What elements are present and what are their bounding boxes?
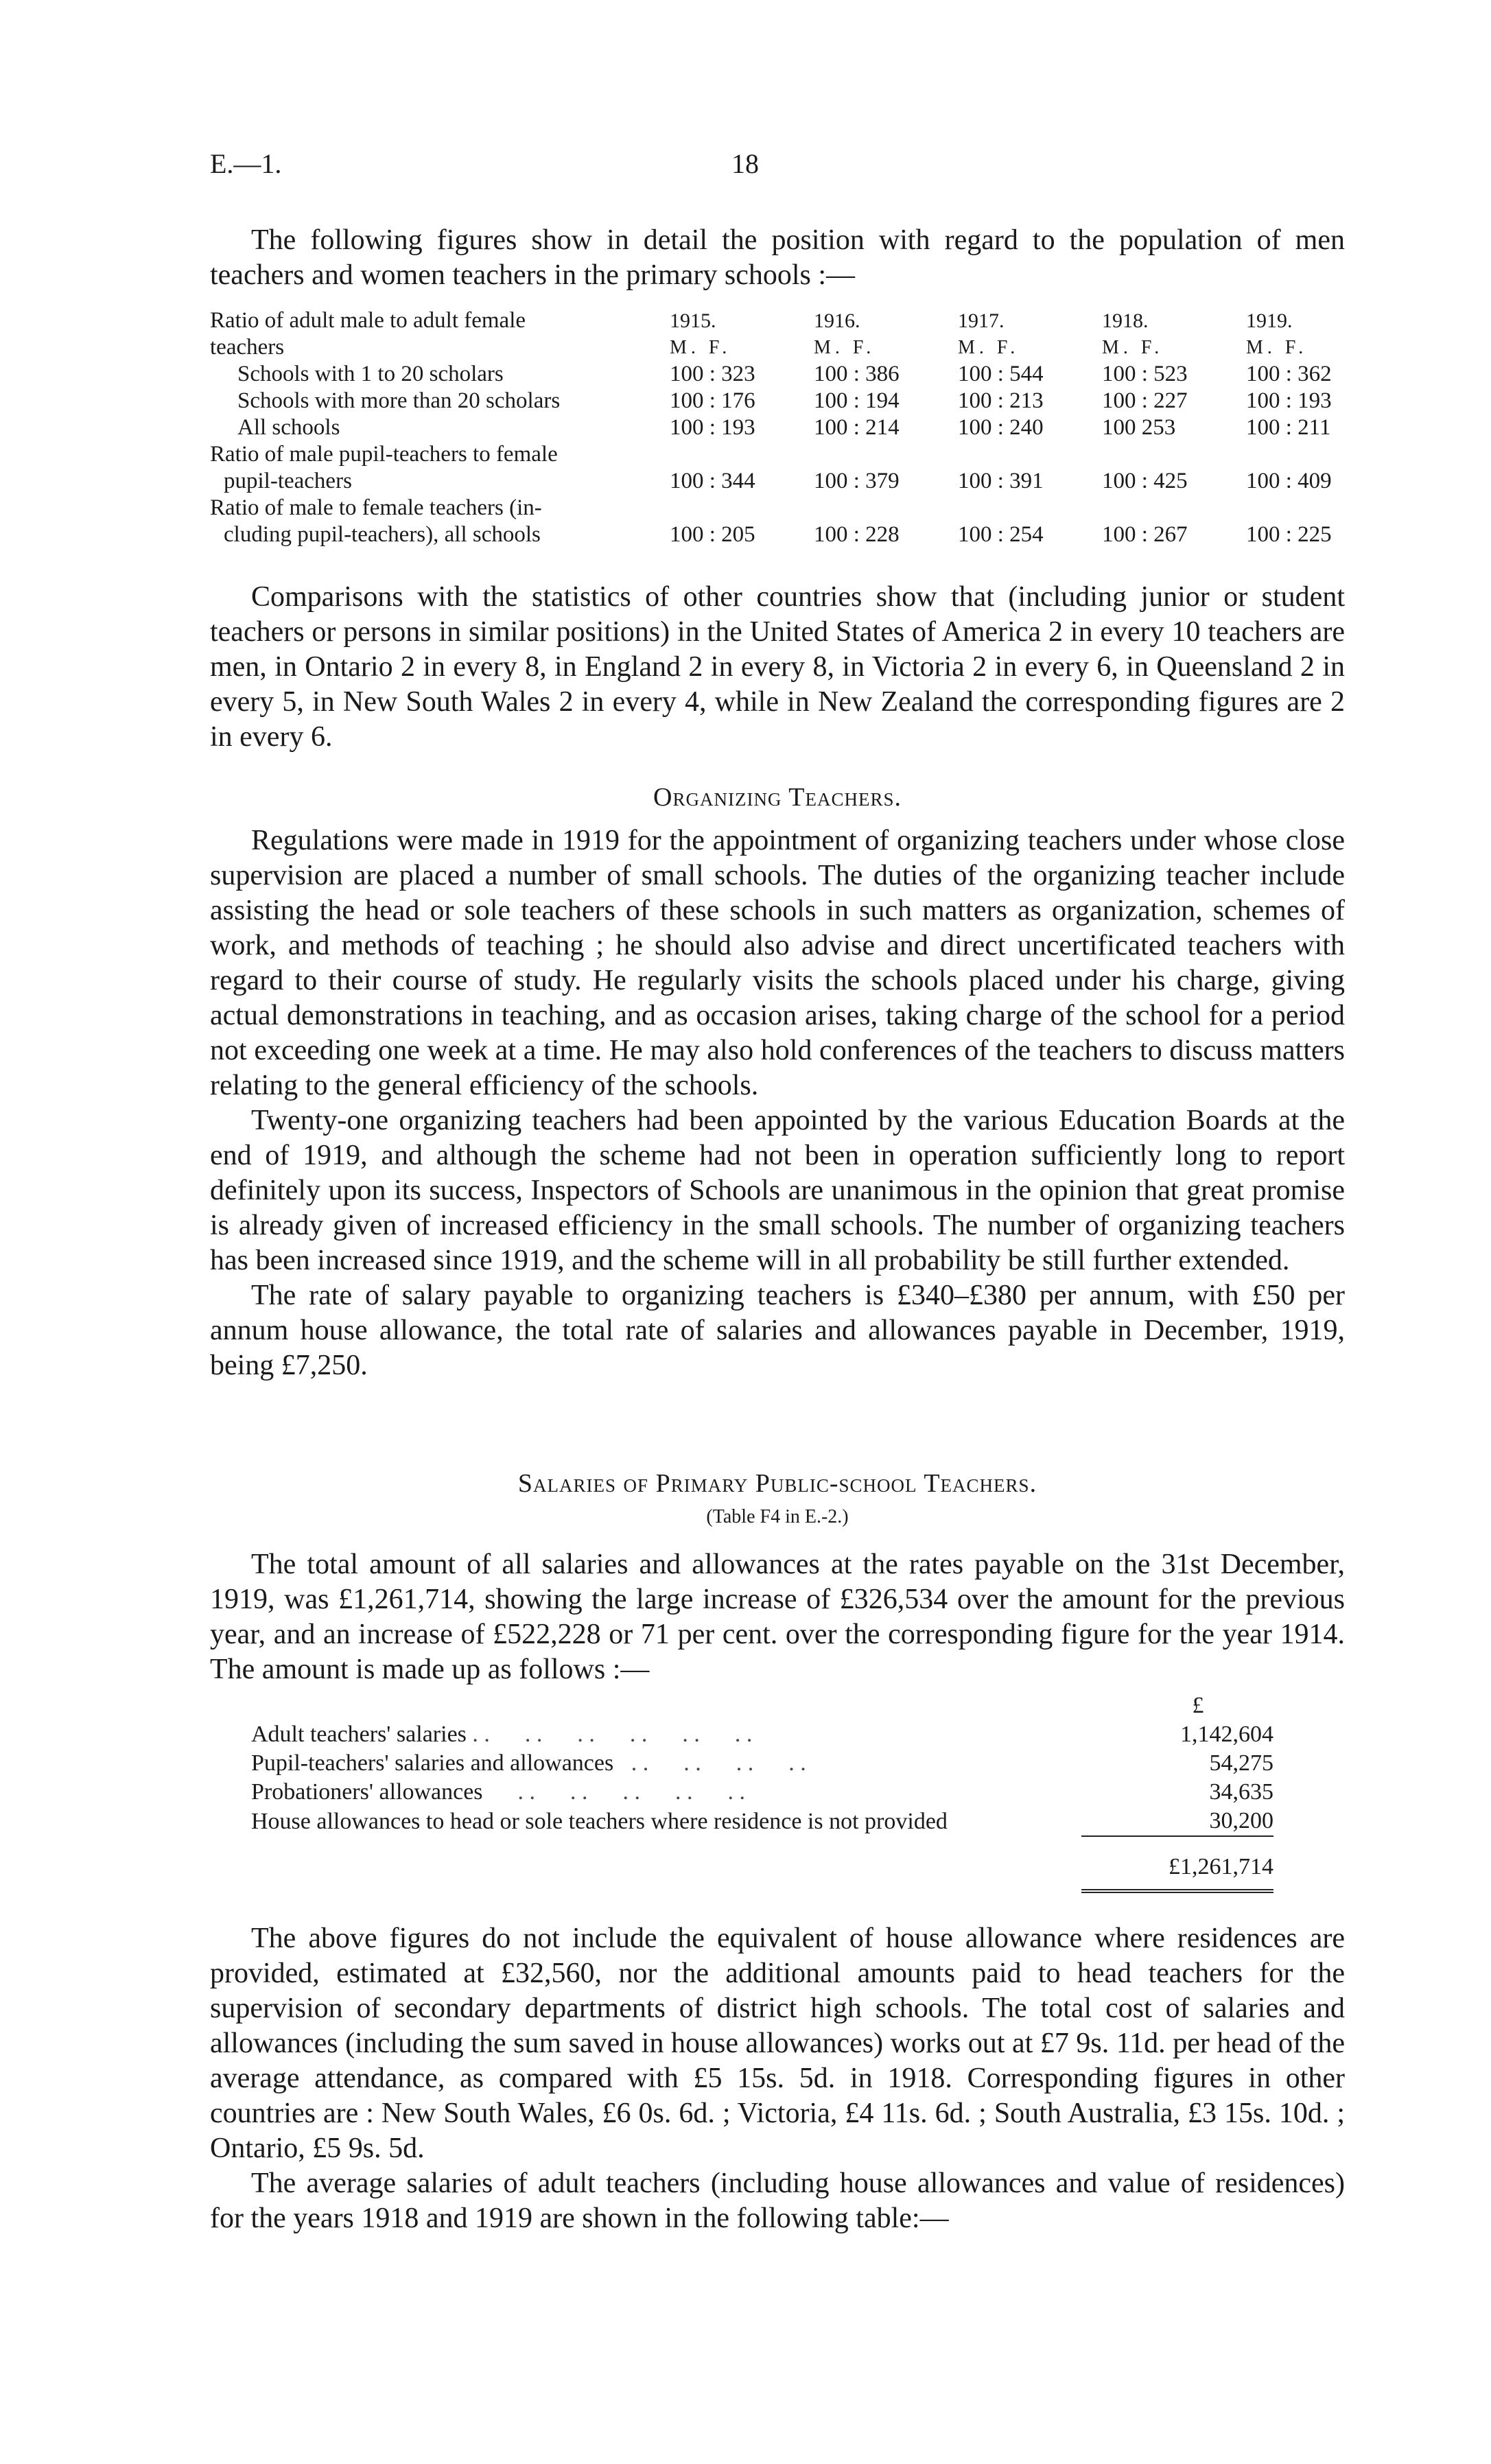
table-cell: 100 : 267 [1102, 522, 1188, 547]
table-row [251, 1749, 1273, 1778]
table-row-label: Ratio of male pupil-teachers to female [210, 442, 558, 467]
table-row [210, 468, 1383, 495]
table-row [210, 361, 1383, 388]
salary-breakdown-table [251, 1691, 1273, 1893]
year-header: 1919. [1246, 309, 1293, 332]
total-amount: £1,261,714 [1169, 1854, 1273, 1879]
table-row-label: Schools with 1 to 20 scholars [237, 362, 504, 386]
table-cell: 100 : 240 [958, 415, 1044, 440]
table-cell: 100 : 425 [1102, 469, 1188, 493]
dot-leader: . . . . . . . . [613, 1750, 806, 1776]
salaries-paragraph-3: The average salaries of adult teachers (including house allowances and value of residences) for the years 1918 and 1919 are shown in the following table:— [210, 2168, 1345, 2234]
table-row [251, 1778, 1273, 1807]
table-row-label: All schools [237, 415, 340, 440]
year-header: 1918. [1102, 309, 1149, 332]
teacher-ratio-table [210, 307, 1383, 548]
section-heading-organizing: Organizing Teachers. [653, 783, 902, 812]
section-subheading: (Table F4 in E.-2.) [706, 1506, 849, 1527]
table-row [210, 495, 1383, 521]
table-row-label: cluding pupil-teachers), all schools [224, 522, 541, 547]
organizing-paragraph-1: Regulations were made in 1919 for the appointment of organizing teachers under whose close supervision are placed a number of small schools. The duties of the organizing teacher include assisting the head or sole teachers of these schools in such matters as organization, schemes of work, and methods of teaching ; he should also advise and direct uncertificated teachers with regard to their course of study. He regularly visits the schools placed under his charge, giving actual demonstrations in teaching, and as occasion arises, taking charge of the school for a period not exceeding one week at a time. He may also hold conferences of the teachers to discuss matters relating to the general efficiency of the schools. [210, 825, 1345, 1101]
table-cell: 100 : 227 [1102, 388, 1188, 413]
total-rule [1081, 1836, 1273, 1853]
table-row [251, 1720, 1273, 1749]
table-cell: 100 : 323 [670, 362, 755, 386]
page-header [210, 148, 1349, 189]
salaries-paragraph-2: The above figures do not include the equivalent of house allowance where residences are provided, estimated at £32,560, nor the additional amounts paid to head teachers for the supervision of secondary departments of district high schools. The total cost of salaries and allowances (including the sum saved in house allowances) works out at £7 9s. 11d. per head of the average attendance, as compared with £5 15s. 5d. in 1918. Corresponding figures in other countries are : New South Wales, £6 0s. 6d. ; Victoria, £4 11s. 6d. ; South Australia, £3 15s. 10d. ; Ontario, £5 9s. 5d. [210, 1923, 1345, 2164]
section-heading-salaries: Salaries of Primary Public-school Teachers. [517, 1469, 1037, 1498]
table-cell: 34,635 [1209, 1779, 1273, 1805]
table-cell: 100 253 [1102, 415, 1176, 440]
year-header: 1916. [814, 309, 860, 332]
total-row [251, 1853, 1273, 1881]
table-row [210, 441, 1383, 468]
table-row [251, 1807, 1273, 1836]
total-double-rule [1081, 1881, 1273, 1891]
table-cell: 100 : 523 [1102, 362, 1188, 386]
salaries-closing [210, 1921, 1345, 2236]
sex-header: M. F. [814, 337, 876, 358]
year-header: 1917. [958, 309, 1005, 332]
page-number: 18 [731, 148, 759, 179]
table-row-label: pupil-teachers [224, 469, 352, 493]
table-row-label: Probationers' allowances [251, 1779, 483, 1805]
table-header-row [210, 334, 1383, 361]
salaries-intro [210, 1547, 1345, 1687]
table-row [210, 388, 1383, 414]
table-cell: 100 : 544 [958, 362, 1044, 386]
table-cell: 30,200 [1209, 1808, 1273, 1833]
table-cell: 100 : 254 [958, 522, 1044, 547]
sex-header: M. F. [670, 337, 731, 358]
table-cell: 100 : 386 [814, 362, 900, 386]
sex-header: M. F. [1246, 337, 1308, 358]
table-cell: 100 : 225 [1246, 522, 1332, 547]
currency-header: £ [1192, 1693, 1204, 1718]
table-cell: 54,275 [1209, 1750, 1273, 1776]
table-cell: 100 : 193 [1246, 388, 1332, 413]
table-cell: 100 : 176 [670, 388, 755, 413]
table-row-label: Schools with more than 20 scholars [237, 388, 561, 413]
table-cell: 100 : 193 [670, 415, 755, 440]
table-cell: 100 : 344 [670, 469, 755, 493]
intro-paragraph: The following figures show in detail the position with regard to the population of men teachers and women teachers in the primary schools :— [210, 224, 1345, 291]
table-cell: 100 : 214 [814, 415, 900, 440]
table-cell: 100 : 194 [814, 388, 900, 413]
table-row-label: Adult teachers' salaries [251, 1722, 467, 1747]
table-cell: 100 : 379 [814, 469, 900, 493]
table-row-label: Ratio of adult male to adult female [210, 308, 526, 333]
table-cell: 1,142,604 [1180, 1722, 1273, 1747]
table-row-label: teachers [210, 335, 285, 360]
table-cell: 100 : 228 [814, 522, 900, 547]
organizing-paragraph-3: The rate of salary payable to organizing teachers is £340–£380 per annum, with £50 per annum house allowance, the total rate of salaries and allowances payable in December, 1919, being £7,250. [210, 1280, 1345, 1381]
year-header: 1915. [670, 309, 716, 332]
table-cell: 100 : 205 [670, 522, 755, 547]
table-cell: 100 : 409 [1246, 469, 1332, 493]
table-header-row [210, 307, 1383, 334]
sex-header: M. F. [1102, 337, 1164, 358]
salaries-paragraph-1: The total amount of all salaries and allowances at the rates payable on the 31st December, 1919, was £1,261,714, showing the large increase of £326,534 over the amount for the previous year, and an increase of £522,228 or 71 per cent. over the corresponding figure for the year 1914. The amount is made up as follows :— [210, 1549, 1345, 1685]
table-row-label: Ratio of male to female teachers (in- [210, 495, 542, 520]
table-cell: 100 : 211 [1246, 415, 1331, 440]
report-reference: E.—1. [210, 148, 282, 179]
table-row [210, 414, 1383, 441]
organizing-section [210, 823, 1345, 1383]
table-cell: 100 : 362 [1246, 362, 1332, 386]
dot-leader: . . . . . . . . . . [482, 1779, 746, 1805]
table-cell: 100 : 391 [958, 469, 1044, 493]
comparisons-paragraph: Comparisons with the statistics of other countries show that (including junior or student teachers or persons in similar positions) in the United States of America 2 in every 10 teachers are men, in Ontario 2 in every 8, in England 2 in every 8, in Victoria 2 in every 6, in Queensland 2 in every 5, in New South Wales 2 in every 4, while in New Zealand the corresponding figures are 2 in every 6. [210, 581, 1345, 753]
organizing-paragraph-2: Twenty-one organizing teachers had been appointed by the various Education Boards at the end of 1919, and although the scheme had not been in operation sufficiently long to report definitely upon its success, Inspectors of Schools are unanimous in the opinion that great promise is already given of increased efficiency in the small schools. The number of organizing teachers has been increased since 1919, and the scheme will in all probability be still further extended. [210, 1105, 1345, 1276]
table-cell: 100 : 213 [958, 388, 1044, 413]
table-row [210, 521, 1383, 548]
sex-header: M. F. [958, 337, 1020, 358]
table-row-label: House allowances to head or sole teachers where residence is not provided [251, 1808, 948, 1834]
dot-leader: . . . . . . . . . . . . [466, 1722, 753, 1747]
table-row-label: Pupil-teachers' salaries and allowances [251, 1750, 614, 1776]
